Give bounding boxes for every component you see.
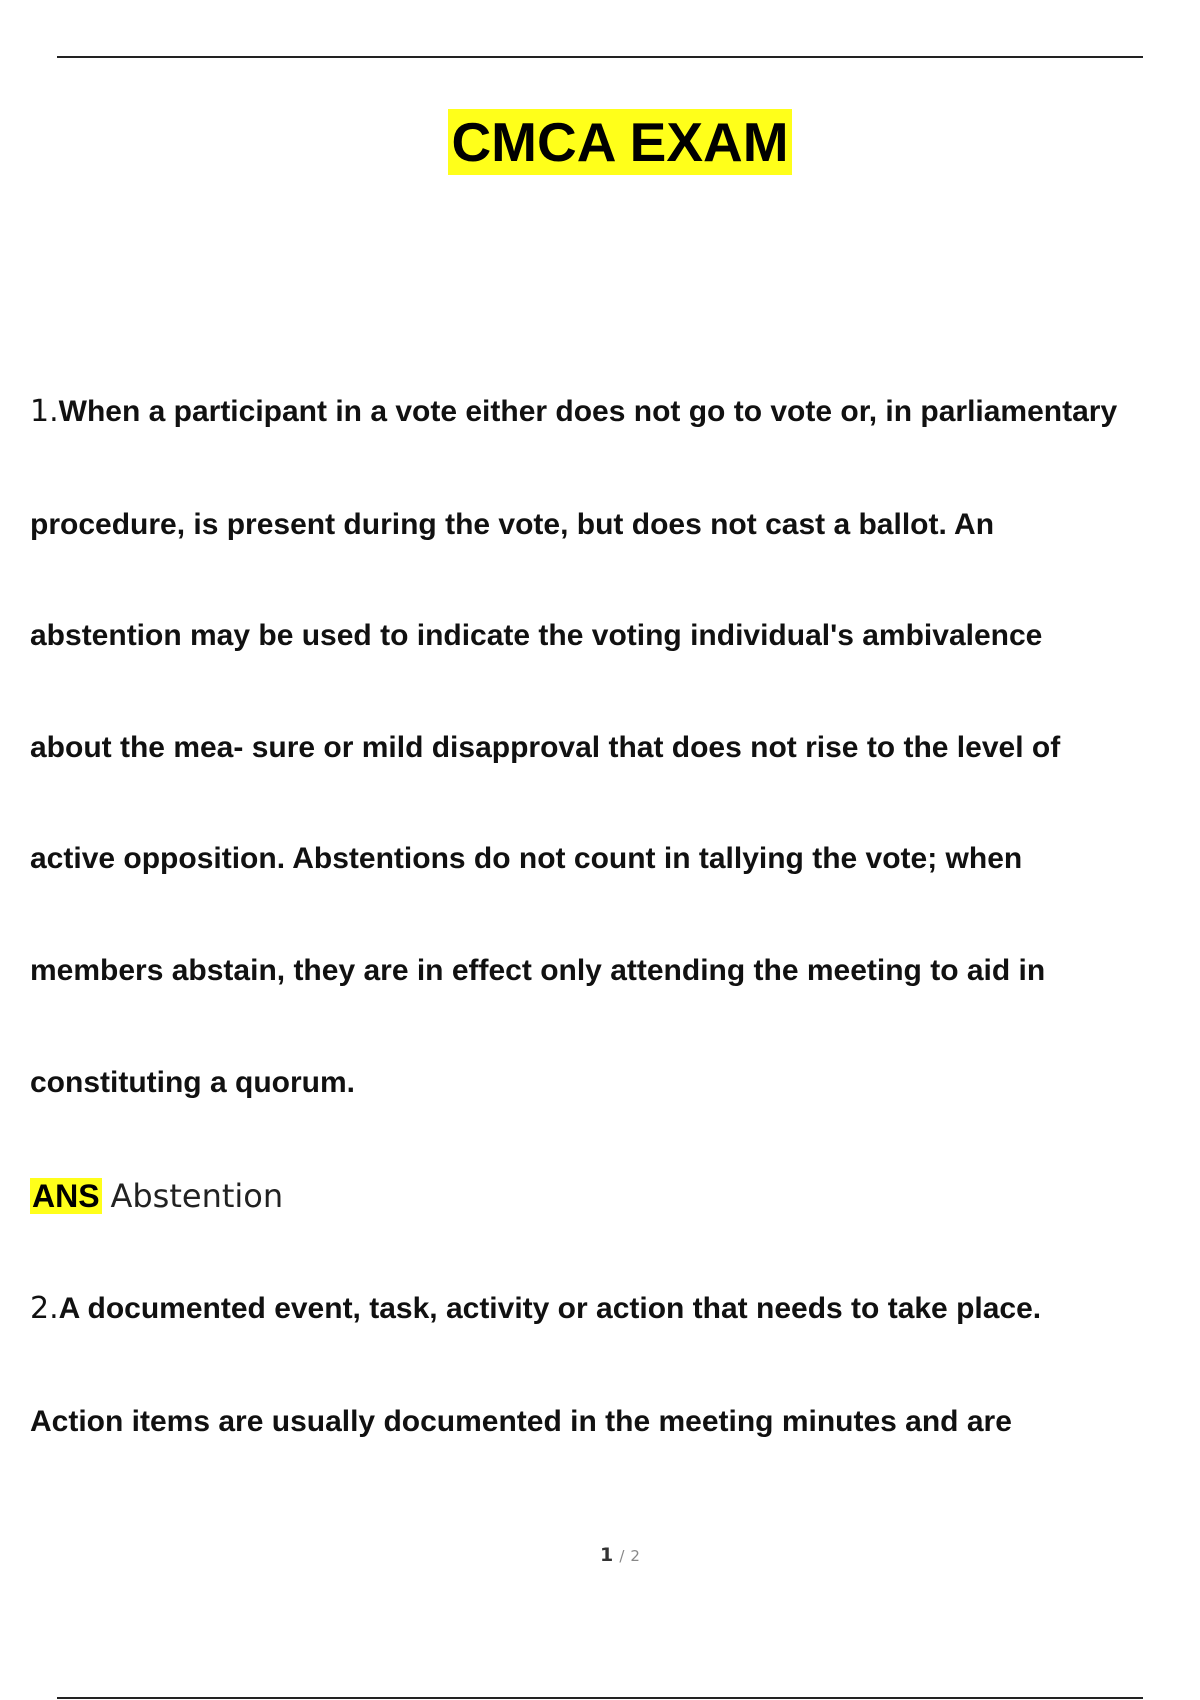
question-1-text-line: constituting a quorum. (30, 1066, 355, 1099)
bottom-divider (57, 1697, 1143, 1699)
top-divider (57, 56, 1143, 58)
question-1-line-5 (30, 841, 1022, 877)
answer-label: ANS (32, 1178, 100, 1214)
question-1-line-6 (30, 953, 1045, 989)
question-1-text-line: When a participant in a vote either does not go to vote or, in parliamentary (58, 395, 1118, 428)
question-1-line-7 (30, 1065, 355, 1101)
question-2-text-line: A documented event, task, activity or action that needs to take place. (58, 1292, 1042, 1325)
question-1-line-2 (30, 507, 994, 543)
question-1-text-line: procedure, is present during the vote, but does not cast a ballot. An (30, 508, 995, 541)
question-1-text-line: members abstain, they are in effect only attending the meeting to aid in (30, 954, 1046, 987)
current-page: 1 (600, 1544, 614, 1566)
question-1-text-line: active opposition. Abstentions do not count in tallying the vote; when (30, 842, 1023, 875)
question-2-line-1 (30, 1291, 1041, 1327)
question-2-text-line: Action items are usually documented in the meeting minutes and are (30, 1405, 1012, 1438)
question-1-text-line: about the mea- sure or mild disapproval that does not rise to the level of (30, 731, 1061, 764)
question-2-number: 2. (30, 1291, 59, 1326)
question-1-line-3 (30, 618, 1042, 654)
question-1-answer (30, 1176, 283, 1216)
title-text: CMCA EXAM (448, 109, 791, 175)
page-title (0, 109, 1200, 175)
page-indicator (0, 1544, 1200, 1566)
question-1-line-1 (30, 394, 1117, 430)
question-1-line-4 (30, 730, 1060, 766)
answer-text: Abstention (110, 1177, 284, 1215)
question-1-text-line: abstention may be used to indicate the voting individual's ambivalence (30, 619, 1043, 652)
question-2-line-2 (30, 1404, 1012, 1440)
page-separator: / (619, 1547, 625, 1565)
question-1-number: 1. (30, 394, 59, 429)
total-pages: 2 (630, 1547, 640, 1565)
